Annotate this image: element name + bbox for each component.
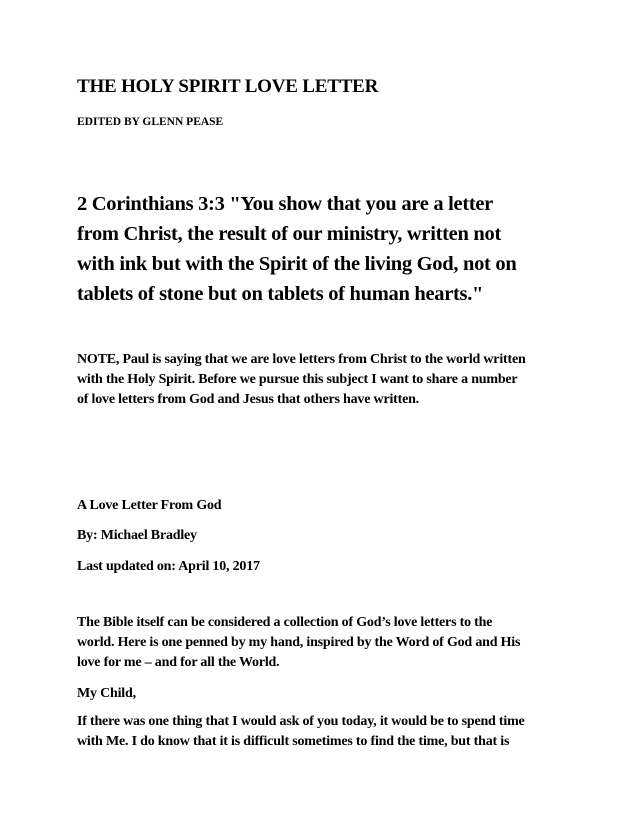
intro-line: world. Here is one penned by my hand, inspired by the Word of God and His bbox=[77, 635, 521, 650]
document-subtitle: EDITED BY GLENN PEASE bbox=[77, 116, 224, 128]
letter-title: A Love Letter From God bbox=[77, 498, 222, 513]
verse-line: from Christ, the result of our ministry, written not bbox=[77, 223, 501, 245]
scripture-verse bbox=[77, 189, 547, 309]
body-line: If there was one thing that I would ask of you today, it would be to spend time bbox=[77, 714, 525, 729]
letter-author: By: Michael Bradley bbox=[77, 528, 197, 543]
body-line: with Me. I do know that it is difficult sometimes to find the time, but that is bbox=[77, 734, 510, 749]
document-title: THE HOLY SPIRIT LOVE LETTER bbox=[77, 76, 379, 97]
document-page bbox=[77, 0, 567, 826]
note-paragraph bbox=[77, 350, 567, 410]
body-paragraph bbox=[77, 712, 567, 752]
note-line: NOTE, Paul is saying that we are love letters from Christ to the world written bbox=[77, 352, 526, 367]
verse-line: 2 Corinthians 3:3 "You show that you are a letter bbox=[77, 193, 493, 215]
verse-line: tablets of stone but on tablets of human hearts." bbox=[77, 283, 484, 305]
verse-line: with ink but with the Spirit of the living God, not on bbox=[77, 253, 517, 275]
intro-line: The Bible itself can be considered a collection of God’s love letters to the bbox=[77, 615, 493, 630]
intro-line: love for me – and for all the World. bbox=[77, 655, 280, 670]
letter-updated: Last updated on: April 10, 2017 bbox=[77, 559, 260, 574]
note-line: of love letters from God and Jesus that others have written. bbox=[77, 392, 419, 407]
letter-salutation: My Child, bbox=[77, 686, 136, 701]
note-line: with the Holy Spirit. Before we pursue this subject I want to share a number bbox=[77, 372, 518, 387]
intro-paragraph bbox=[77, 613, 567, 673]
